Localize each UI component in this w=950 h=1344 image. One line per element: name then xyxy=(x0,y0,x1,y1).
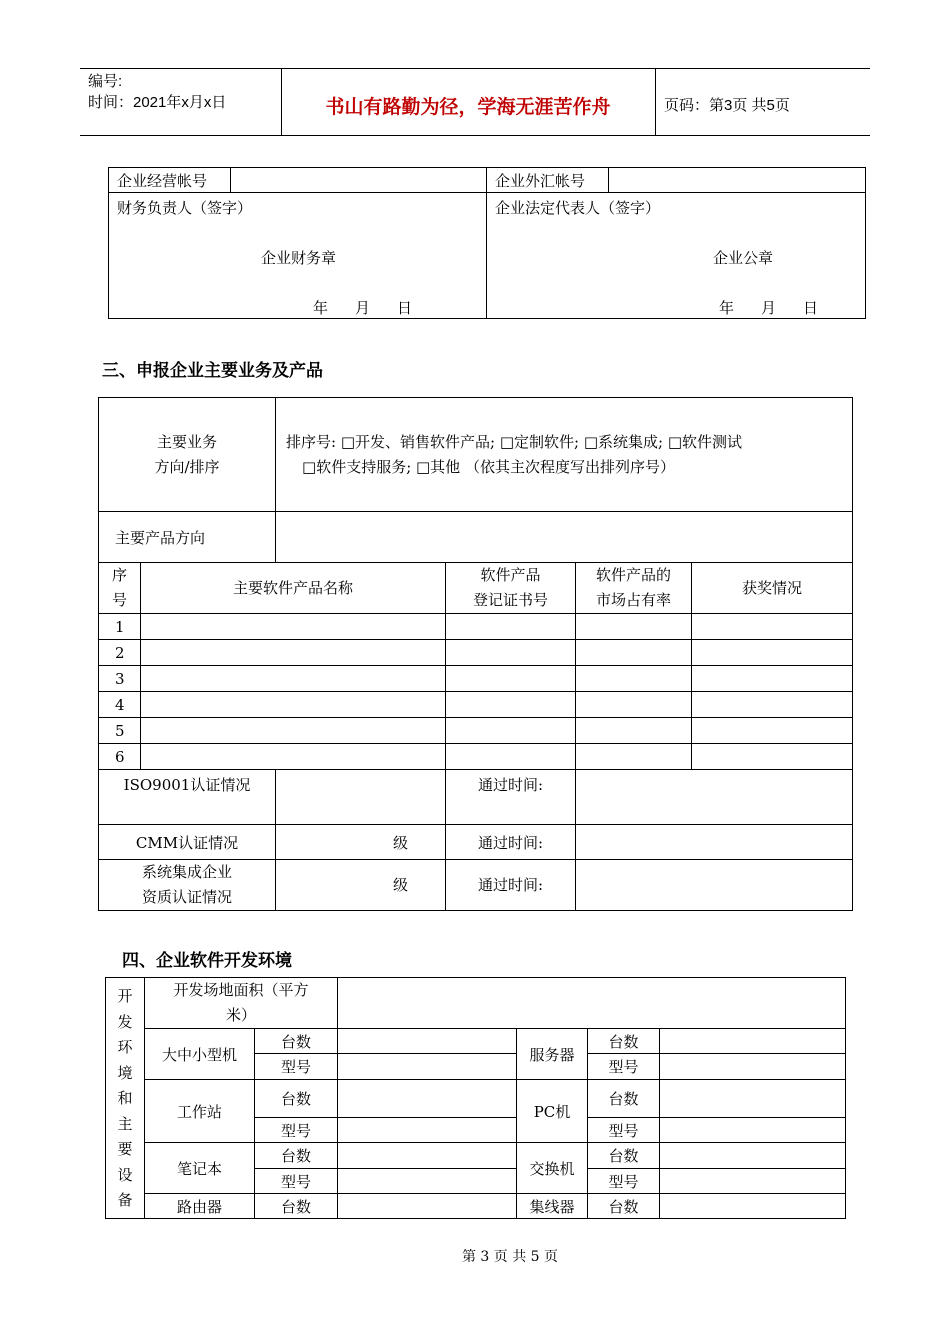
side-char: 境 xyxy=(117,1063,133,1082)
mainframe-count-field[interactable] xyxy=(338,1029,517,1054)
row-number: 4 xyxy=(99,692,141,718)
switch-label: 交换机 xyxy=(517,1143,588,1194)
business-options-line-1: 排序号: □开发、销售软件产品; □定制软件; □系统集成; □软件测试 xyxy=(286,432,742,451)
reg-no-cell[interactable] xyxy=(446,614,576,640)
section-3-title: 三、申报企业主要业务及产品 xyxy=(102,361,323,381)
op-account-field[interactable] xyxy=(231,168,487,193)
award-cell[interactable] xyxy=(692,666,853,692)
si-label xyxy=(99,860,276,911)
finance-sign-label: 财务负责人（签字） xyxy=(117,199,253,217)
dev-environment-table xyxy=(105,977,846,1219)
hub-label: 集线器 xyxy=(517,1194,588,1219)
count-label: 台数 xyxy=(588,1143,660,1169)
env-side-label xyxy=(106,978,145,1219)
header-time: 时间：2021年x月x日 xyxy=(88,94,227,111)
model-label: 型号 xyxy=(588,1169,660,1194)
table-row xyxy=(99,744,853,770)
op-account-label: 企业经营帐号 xyxy=(109,168,231,193)
notebook-count-field[interactable] xyxy=(338,1143,517,1169)
row-number: 5 xyxy=(99,718,141,744)
cmm-pass-time-label: 通过时间: xyxy=(446,825,576,860)
reg-no-cell[interactable] xyxy=(446,666,576,692)
count-label: 台数 xyxy=(588,1080,660,1118)
award-cell[interactable] xyxy=(692,640,853,666)
header-page-info: 页码：第3页 共5页 xyxy=(664,97,790,114)
area-field[interactable] xyxy=(338,978,846,1029)
header-bottom-rule xyxy=(80,135,870,136)
legal-sign-label: 企业法定代表人（签字） xyxy=(495,199,661,217)
share-cell[interactable] xyxy=(576,614,692,640)
workstation-count-field[interactable] xyxy=(338,1080,517,1118)
finance-date-month: 月 xyxy=(355,299,371,317)
business-label-line-1: 主要业务 xyxy=(157,432,218,451)
footer-page-number: 第 3 页 共 5 页 xyxy=(461,1249,559,1265)
legal-date-day: 日 xyxy=(803,299,819,317)
share-cell[interactable] xyxy=(576,666,692,692)
fx-account-label: 企业外汇帐号 xyxy=(487,168,609,193)
col-header-name: 主要软件产品名称 xyxy=(141,563,446,614)
iso-pass-time-label: 通过时间: xyxy=(446,770,576,825)
table-row xyxy=(99,614,853,640)
notebook-label: 笔记本 xyxy=(145,1143,255,1194)
count-label: 台数 xyxy=(588,1029,660,1054)
row-number: 2 xyxy=(99,640,141,666)
share-cell[interactable] xyxy=(576,692,692,718)
header-top-rule xyxy=(80,68,870,69)
side-char: 备 xyxy=(117,1191,133,1210)
model-label: 型号 xyxy=(588,1118,660,1143)
col-no-line-2: 号 xyxy=(111,591,127,609)
si-level[interactable]: 级 xyxy=(276,860,446,911)
table-row xyxy=(99,640,853,666)
router-label: 路由器 xyxy=(145,1194,255,1219)
pc-count-field[interactable] xyxy=(660,1080,846,1118)
header-number: 编号: xyxy=(88,73,123,90)
col-no-line-1: 序 xyxy=(111,566,127,584)
side-char: 和 xyxy=(117,1089,133,1108)
award-cell[interactable] xyxy=(692,744,853,770)
product-name-cell[interactable] xyxy=(141,640,446,666)
legal-date-month: 月 xyxy=(761,299,777,317)
pc-model-field[interactable] xyxy=(660,1118,846,1143)
server-count-field[interactable] xyxy=(660,1029,846,1054)
count-label: 台数 xyxy=(255,1029,338,1054)
si-label-line-1: 系统集成企业 xyxy=(142,863,233,881)
count-label: 台数 xyxy=(255,1080,338,1118)
product-direction-label: 主要产品方向 xyxy=(99,512,276,563)
col-reg-line-2: 登记证书号 xyxy=(473,591,549,609)
side-char: 设 xyxy=(117,1165,133,1184)
header-motto: 书山有路勤为径，学海无涯苦作舟 xyxy=(325,97,611,118)
fx-account-field[interactable] xyxy=(609,168,866,193)
server-model-field[interactable] xyxy=(660,1054,846,1080)
model-label: 型号 xyxy=(588,1054,660,1080)
iso-label: ISO9001认证情况 xyxy=(99,770,276,825)
switch-model-field[interactable] xyxy=(660,1169,846,1194)
finance-date-day: 日 xyxy=(397,299,413,317)
model-label: 型号 xyxy=(255,1169,338,1194)
business-label-line-2: 方向/排序 xyxy=(154,457,220,476)
area-label-line-2: 米） xyxy=(226,1006,257,1024)
share-cell[interactable] xyxy=(576,744,692,770)
iso-pass-time-field[interactable] xyxy=(576,770,853,825)
mainframe-label: 大中小型机 xyxy=(145,1029,255,1080)
finance-sign-cell[interactable] xyxy=(109,193,487,319)
product-name-cell[interactable] xyxy=(141,614,446,640)
pc-label: PC机 xyxy=(517,1080,588,1143)
si-label-line-2: 资质认证情况 xyxy=(142,888,233,906)
area-label xyxy=(145,978,338,1029)
col-header-award: 获奖情况 xyxy=(692,563,853,614)
cmm-level[interactable]: 级 xyxy=(276,825,446,860)
side-char: 主 xyxy=(117,1114,133,1133)
business-direction-label xyxy=(99,398,276,512)
product-name-cell[interactable] xyxy=(141,744,446,770)
table-row xyxy=(99,718,853,744)
col-share-line-1: 软件产品的 xyxy=(596,566,672,584)
reg-no-cell[interactable] xyxy=(446,640,576,666)
count-label: 台数 xyxy=(255,1194,338,1219)
cmm-pass-time-field[interactable] xyxy=(576,825,853,860)
notebook-model-field[interactable] xyxy=(338,1169,517,1194)
count-label: 台数 xyxy=(255,1143,338,1169)
iso-field[interactable] xyxy=(276,770,446,825)
business-options-line-2: □软件支持服务; □其他 （依其主次程度写出排列序号） xyxy=(302,457,675,476)
hub-count-field[interactable] xyxy=(660,1194,846,1219)
share-cell[interactable] xyxy=(576,640,692,666)
workstation-label: 工作站 xyxy=(145,1080,255,1143)
row-number: 1 xyxy=(99,614,141,640)
legal-sign-cell[interactable] xyxy=(487,193,866,319)
si-pass-time-label: 通过时间: xyxy=(446,860,576,911)
switch-count-field[interactable] xyxy=(660,1143,846,1169)
share-cell[interactable] xyxy=(576,718,692,744)
count-label: 台数 xyxy=(588,1194,660,1219)
award-cell[interactable] xyxy=(692,718,853,744)
side-char: 开 xyxy=(117,987,133,1006)
product-direction-field[interactable] xyxy=(276,512,853,563)
product-name-cell[interactable] xyxy=(141,692,446,718)
col-header-reg xyxy=(446,563,576,614)
area-label-line-1: 开发场地面积（平方 xyxy=(173,981,309,999)
col-header-no xyxy=(99,563,141,614)
router-count-field[interactable] xyxy=(338,1194,517,1219)
business-direction-options[interactable] xyxy=(276,398,853,512)
legal-date-year: 年 xyxy=(719,299,735,317)
side-char: 环 xyxy=(117,1038,133,1057)
company-seal-label: 企业公章 xyxy=(713,249,774,267)
account-signature-table xyxy=(108,167,866,319)
si-pass-time-field[interactable] xyxy=(576,860,853,911)
header-divider xyxy=(655,68,656,136)
row-number: 6 xyxy=(99,744,141,770)
award-cell[interactable] xyxy=(692,614,853,640)
side-char: 发 xyxy=(117,1012,133,1031)
finance-seal-label: 企业财务章 xyxy=(261,249,337,267)
reg-no-cell[interactable] xyxy=(446,718,576,744)
col-share-line-2: 市场占有率 xyxy=(596,591,672,609)
product-name-cell[interactable] xyxy=(141,666,446,692)
model-label: 型号 xyxy=(255,1054,338,1080)
reg-no-cell[interactable] xyxy=(446,744,576,770)
col-header-share xyxy=(576,563,692,614)
mainframe-model-field[interactable] xyxy=(338,1054,517,1080)
finance-date-year: 年 xyxy=(313,299,329,317)
section-4-title: 四、企业软件开发环境 xyxy=(122,951,292,971)
server-label: 服务器 xyxy=(517,1029,588,1080)
award-cell[interactable] xyxy=(692,692,853,718)
table-row xyxy=(99,666,853,692)
reg-no-cell[interactable] xyxy=(446,692,576,718)
workstation-model-field[interactable] xyxy=(338,1118,517,1143)
side-char: 要 xyxy=(117,1140,133,1159)
product-name-cell[interactable] xyxy=(141,718,446,744)
model-label: 型号 xyxy=(255,1118,338,1143)
business-products-table xyxy=(98,397,853,911)
cmm-label: CMM认证情况 xyxy=(99,825,276,860)
row-number: 3 xyxy=(99,666,141,692)
table-row xyxy=(99,692,853,718)
col-reg-line-1: 软件产品 xyxy=(480,566,541,584)
